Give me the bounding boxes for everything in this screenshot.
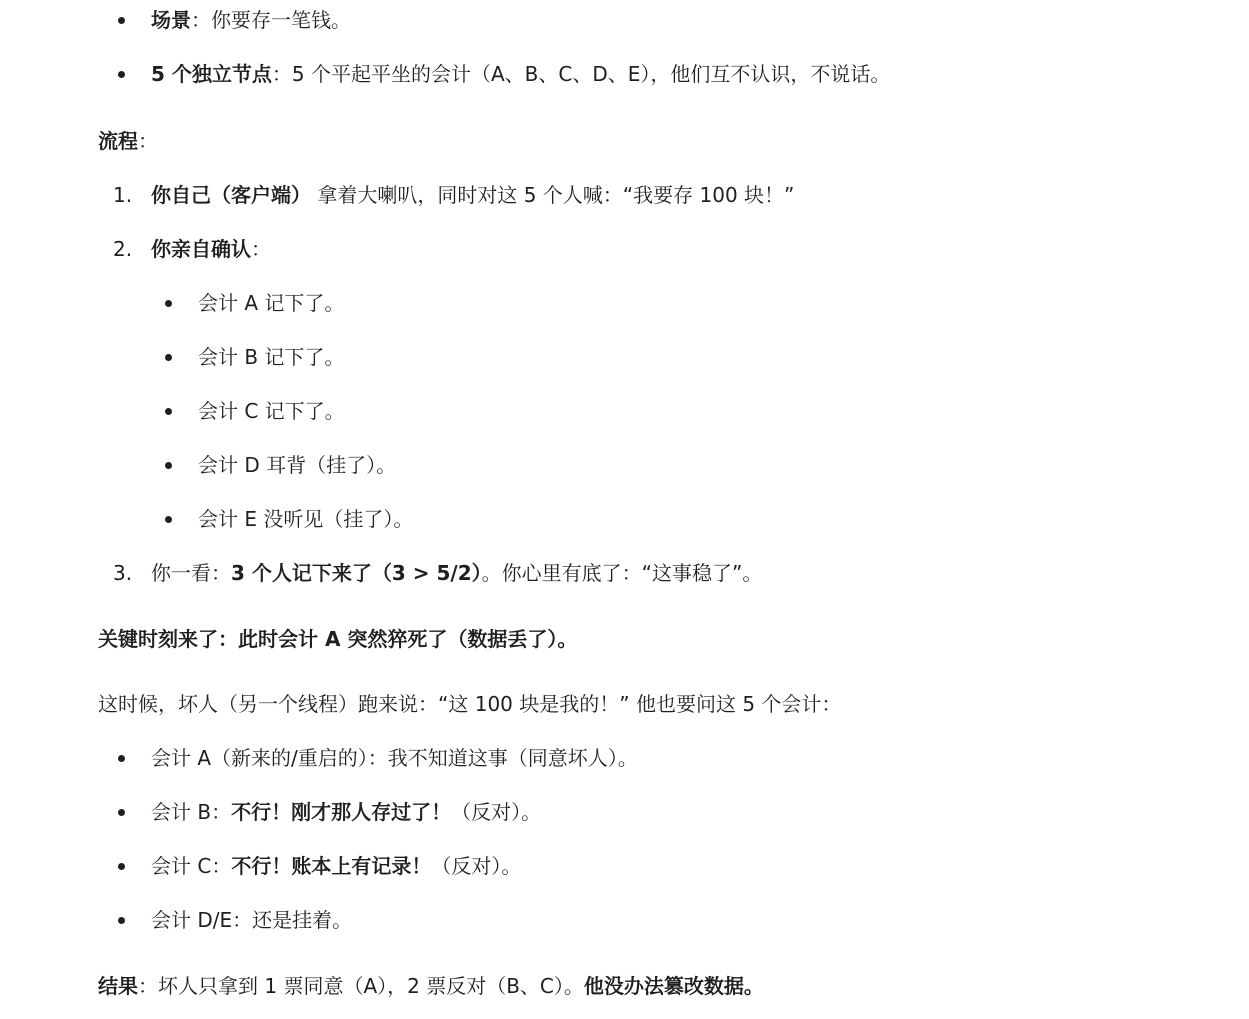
result-text: ：坏人只拿到 1 票同意（A），2 票反对（B、C）。 [138, 974, 584, 998]
accountant-b-item [151, 798, 541, 826]
step1-text: 拿着大喇叭，同时对这 5 个人喊：“我要存 100 块！” [311, 183, 795, 207]
c-bold: 不行！账本上有记录！ [231, 854, 432, 878]
critical-text: 关键时刻来了：此时会计 A 突然猝死了（数据丢了）。 [98, 627, 578, 651]
scene-text: ：你要存一笔钱。 [191, 8, 351, 32]
b-bold: 不行！刚才那人存过了！ [231, 800, 452, 824]
scene-label: 场景 [151, 8, 191, 32]
accountant-a-item: 会计 A（新来的/重启的）：我不知道这事（同意坏人）。 [151, 746, 638, 770]
bullet-dot [165, 408, 172, 415]
b-pre: 会计 B： [151, 800, 232, 824]
bullet-dot [118, 809, 125, 816]
confirm-item: 会计 B 记下了。 [198, 345, 345, 369]
bullet-dot [165, 516, 172, 523]
step2-colon: ： [251, 237, 271, 261]
bullet-dot [118, 71, 125, 78]
accountant-de-item: 会计 D/E：还是挂着。 [151, 908, 353, 932]
confirm-item: 会计 C 记下了。 [198, 399, 345, 423]
step2-bold: 你亲自确认 [151, 237, 251, 261]
c-pre: 会计 C： [151, 854, 232, 878]
accountant-c-item [151, 852, 521, 880]
bullet-dot [165, 354, 172, 361]
bullet-dot [118, 755, 125, 762]
confirm-item: 会计 E 没听见（挂了）。 [198, 507, 414, 531]
flow-heading-colon: ： [138, 129, 158, 153]
bullet-dot [118, 863, 125, 870]
result-line [98, 972, 764, 1000]
bullet-dot [118, 917, 125, 924]
step1-item [151, 181, 794, 209]
scene-item [151, 6, 351, 34]
step-number: 3. [113, 561, 133, 585]
step2-item [151, 235, 271, 263]
bullet-dot [165, 300, 172, 307]
nodes-item [151, 60, 890, 88]
step3-bold: 3 个人记下来了（3 > 5/2） [231, 561, 482, 585]
confirm-item: 会计 A 记下了。 [198, 291, 345, 315]
step3-post: 。你心里有底了：“这事稳了”。 [481, 561, 763, 585]
bullet-dot [118, 17, 125, 24]
step-number: 1. [113, 183, 133, 207]
step1-bold: 你自己（客户端） [151, 183, 311, 207]
bullet-dot [165, 462, 172, 469]
result-bold: 他没办法篡改数据。 [583, 974, 764, 998]
step-number: 2. [113, 237, 133, 261]
c-post: （反对）。 [431, 854, 522, 878]
step3-pre: 你一看： [151, 561, 231, 585]
nodes-text: ：5 个平起平坐的会计（A、B、C、D、E），他们互不认识，不说话。 [271, 62, 891, 86]
nodes-label: 5 个独立节点 [151, 62, 272, 86]
result-label: 结果 [98, 974, 138, 998]
critical-moment [98, 625, 577, 653]
b-post: （反对）。 [451, 800, 542, 824]
confirm-item: 会计 D 耳背（挂了）。 [198, 453, 397, 477]
flow-heading-label: 流程 [98, 129, 138, 153]
flow-heading [98, 127, 158, 155]
attack-intro: 这时候，坏人（另一个线程）跑来说：“这 100 块是我的！” 他也要问这 5 个会计： [98, 692, 842, 716]
step3-item [151, 559, 762, 587]
